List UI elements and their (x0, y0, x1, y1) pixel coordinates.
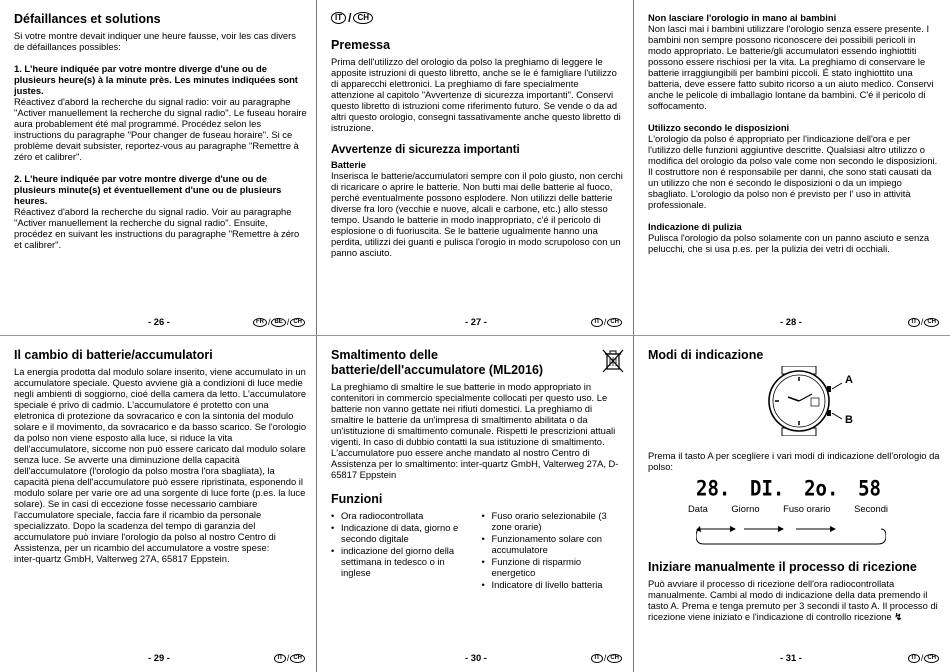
flag-icon: IT (331, 12, 346, 24)
lcd-day: DI. (750, 476, 785, 502)
functions-list-right (482, 510, 625, 591)
reception-antenna-icon: ↯ (894, 611, 903, 622)
language-flags: IT / CH (274, 653, 305, 663)
battery-heading: Batterie (331, 159, 366, 170)
flag-icon: CH (290, 318, 305, 327)
page-number: - 27 - (465, 316, 487, 327)
body-text: La energia prodotta dal modulo solare inserito, viene accumulato in un accumulatore speciale. Questo avviene già a condizioni di luce medie negli ambienti di soggiorno, cioé della camera da letto. L'accumulatore speciale é privo di cadmio. L'accumulatore é protetto con una eletronica di protezione da sovracarico e con la sintonia del modulo solare e il movimento, da sovracarico e da basso scarico. Se l'orologio da polso non viene esposto alla luce, si riduce la vita dell'accumulatore, siccome non può essere caricato dal modulo solare senza luce. Se avverte una diminuzione della capacità dell'accumulatore (l'orologio da polso mostra l'ora sbagliata), la capacità piena dell'accumulatore può essere ripristinata, esponendo il modulo solare per varie ore ad una sorgente di luce forte (p.es. la luce solare). Se in casi di eccezione fosse necessario cambiare l'accumulatore speciale, faccia fare il ricambio da personale specializzato. Dopo la scadenza del tempo di garanzia del accumulatore può inviare l'orologio da polso al nostro Centro di Assistenza, per un ricambio del accumulatore a vostre spese: (14, 366, 307, 553)
functions-list-left (331, 510, 474, 591)
page-28 (634, 0, 950, 336)
cleaning-heading: Indicazione di pulizia (648, 221, 742, 232)
flag-icon: BE (271, 318, 285, 327)
page-number: - 30 - (465, 652, 487, 663)
children-heading: Non lasciare l'orologio in mano ai bambini (648, 12, 837, 23)
list-item: • Indicazione di data, giorno e secondo digitale (331, 522, 474, 544)
language-flags: IT / CH (908, 653, 939, 663)
page-29 (0, 336, 317, 672)
lcd-labels (688, 503, 888, 514)
functions-title: Funzioni (331, 492, 383, 506)
page-number: - 29 - (148, 652, 170, 663)
language-flags: IT / CH (591, 317, 622, 327)
section-title: Iniziare manualmente il processo di ricezione (648, 560, 917, 574)
button-b-label: B (845, 414, 853, 426)
body-text: La preghiamo di smaltire le sue batterie in modo appropriato in contenitori in commercio specialmente collocati per questo uso. Le batterie non vanno gettate nei rifiuti domestici. La preghiamo di smaltire le batterie da un'impresa di smaltimento abilitata o da un'istituzione di smaltimento comunale. Rispetti le prescrizioni attuali vigenti. In caso di dubbio contatti la sua istituzione di smaltimento. L'accumulatore puo essere anche mandato al nostro Centro di Assistenza per lo smaltimento: inter-quartz GmbH, Valterweg 27A, D-65817 Eppstein (331, 381, 619, 480)
flag-icon: CH (924, 318, 939, 327)
list-item: • Funzionamento solare con accumulatore (482, 533, 625, 555)
use-body: L'orologio da polso é appropriato per l'indicazione dell'ora e per l'utilizzo delle funzioni aggiuntive descritte. Qualsiasi altro utilizzo o modifica del orologio da polso vale come non secondo le disposizioni. Il costruttore non é responsabile per danni, che sono stati causati da un utilizzo che non é secondo le disposizioni o da un impiego sbagliato. L'orologio da polso non é previsto per l' uso in attività professionale. (648, 133, 938, 210)
page-title: Il cambio di batterie/accumulatori (14, 348, 213, 362)
flag-icon: CH (607, 654, 622, 663)
button-a-label: A (845, 374, 853, 386)
page-30 (317, 336, 634, 672)
label-seconds: Secondi (854, 503, 888, 514)
flag-icon: IT (908, 654, 919, 663)
page-title: Modi di indicazione (648, 348, 764, 362)
page-title: Premessa (331, 38, 391, 52)
flag-icon: IT (908, 318, 919, 327)
page-number: - 28 - (780, 316, 802, 327)
lcd-display-row (696, 476, 881, 502)
watch-diagram (760, 366, 880, 436)
flag-icon: FR (253, 318, 267, 327)
page-number: - 26 - (148, 316, 170, 327)
label-timezone: Fuso orario (783, 503, 831, 514)
label-date: Data (688, 503, 708, 514)
language-flags: IT / CH (908, 317, 939, 327)
language-flags: FR / BE / CH (253, 317, 305, 327)
address-text: inter-quartz GmbH, Valterweg 27A, 65817 Eppstein. (14, 553, 230, 564)
flag-icon: CH (607, 318, 622, 327)
list-item: • indicazione del giorno della settimana in tedesco o in inglese (331, 545, 474, 578)
page-26 (0, 0, 317, 336)
crossed-bin-icon (602, 348, 624, 374)
list-item: • Fuso orario selezionabile (3 zone orarie) (482, 510, 625, 532)
case-1-heading: 1. L'heure indiquée par votre montre diverge d'une ou de plusieurs heure(s) à la minute près. Les minutes indiquées sont justes. (14, 63, 298, 96)
flag-icon: IT (591, 318, 602, 327)
intro-text: Si votre montre devait indiquer une heure fausse, voir les cas divers de défaillances possibles: (14, 30, 296, 52)
cleaning-body: Pulisca l'orologio da polso solamente con un panno asciuto e senza pelucchi, che si usa p.es. per la pulizia dei vetri di occhiali. (648, 232, 930, 254)
page-27 (317, 0, 634, 336)
intro-text: Prima dell'utilizzo del orologio da polso la preghiamo di leggere le apposite istruzioni di questo libretto, anche se le é famigliare l'utilizzo di apparecchi elettronici. La preghiamo di fare specialmente attenzione al capitolo "Avvertenze di sicurezza importanti". Conservi questo libretto di istruzioni come riferimento futuro. Se vende o da ad altri questo orologio, consegni tassativamente anche questo libretto di istruzione. (331, 56, 621, 133)
flag-icon: CH (924, 654, 939, 663)
list-item: • Funzione di risparmio energetico (482, 556, 625, 578)
case-2-body: Réactivez d'abord la recherche du signal radio. Voir au paragraphe "Activer manuellement la recherche du signal radio". Ensuite, procédez en suivant les instructions du paragraphe "Remettre à zéro et calibrer". (14, 206, 300, 250)
flag-icon: CH (290, 654, 305, 663)
label-day: Giorno (731, 503, 760, 514)
manual-body: Può avviare il processo di ricezione dell'ora radiocontrollata manualmente. Cambi al modo di indicazione della data premendo il tasto A. Prema e tenga premuto per 3 secondi il tasto A. Il processo di ricezione viene iniziato e l'indicazione di controllo ricezione ↯ (648, 578, 938, 622)
battery-body: Inserisca le batterie/accumulatori sempre con il polo giusto, non cerchi di ricaricare o aprire le batterie. Non butti mai delle batterie al fuoco, perché eventualmente possono esplodere. Non utilizzi delle batterie diverse fra loro (vecchie e nuove, alcali e carbone, etc.) allo stesso tempo. Usando le batterie in modo inappropriato, c'é il pericolo di esplosione o di fuoriuscita. Se le batterie ugualmente hanno una perdita, utilizzi dei guanti e pulisca l'orogio in modo scrupoloso con un panno asciuto. (331, 170, 623, 258)
use-heading: Utilizzo secondo le disposizioni (648, 122, 790, 133)
lcd-seconds: 58 (858, 476, 881, 502)
list-item: • Indicatore di livello batteria (482, 579, 625, 590)
language-badge: IT / CH (331, 12, 624, 24)
flag-icon: IT (274, 654, 285, 663)
page-title: Smaltimento delle batterie/dell'accumulatore (ML2016) (331, 348, 544, 377)
lcd-date: 28. (696, 476, 731, 502)
page-number: - 31 - (780, 652, 802, 663)
lcd-timezone: 2o. (804, 476, 839, 502)
children-body: Non lasci mai i bambini utilizzare l'orologio senza essere presente. I bambini non sempre possono riconoscere dei possibili pericoli in modo appropriato. Le batterie/gli accumulatori essendo inghiottiti possono essere rischiosi per la vita. La preghiamo di conservare le batterie irraggiungibili per bambini piccoli. É stato inghiottito una batteria, deve essere fatto subito ricorso a un aiuto medico. Conservi anche le pelicole di imballagio lontane da bambini. C'é il pericolo di soffocamento. (648, 23, 934, 111)
mode-cycle-arrows (696, 524, 886, 548)
intro-text: Prema il tasto A per scegliere i vari modi di indicazione dell'orologio da polso: (648, 450, 940, 472)
language-flags: IT / CH (591, 653, 622, 663)
page-title: Défaillances et solutions (14, 12, 161, 26)
watch-icon (760, 366, 880, 436)
flag-icon: IT (591, 654, 602, 663)
case-2-heading: 2. L'heure indiquée par votre montre diverge d'une ou de plusieurs minute(s) et éventuellement d'une ou de plusieurs heures. (14, 173, 282, 206)
flag-icon: CH (353, 12, 373, 24)
list-item: • Ora radiocontrollata (331, 510, 474, 521)
case-1-body: Réactivez d'abord la recherche du signal radio: voir au paragraphe "Activer manuellement la recherche du signal radio". Le fuseau horaire aura probablement été mal programmé. Procédez selon les instructions du paragraphe "Pour changer de fuseau horaire". Si ce problème devait subsister, reportez-vous au paragraphe "Remettre à zéro et calibrer". (14, 96, 307, 162)
page-31 (634, 336, 950, 672)
section-title: Avvertenze di sicurezza importanti (331, 144, 520, 156)
